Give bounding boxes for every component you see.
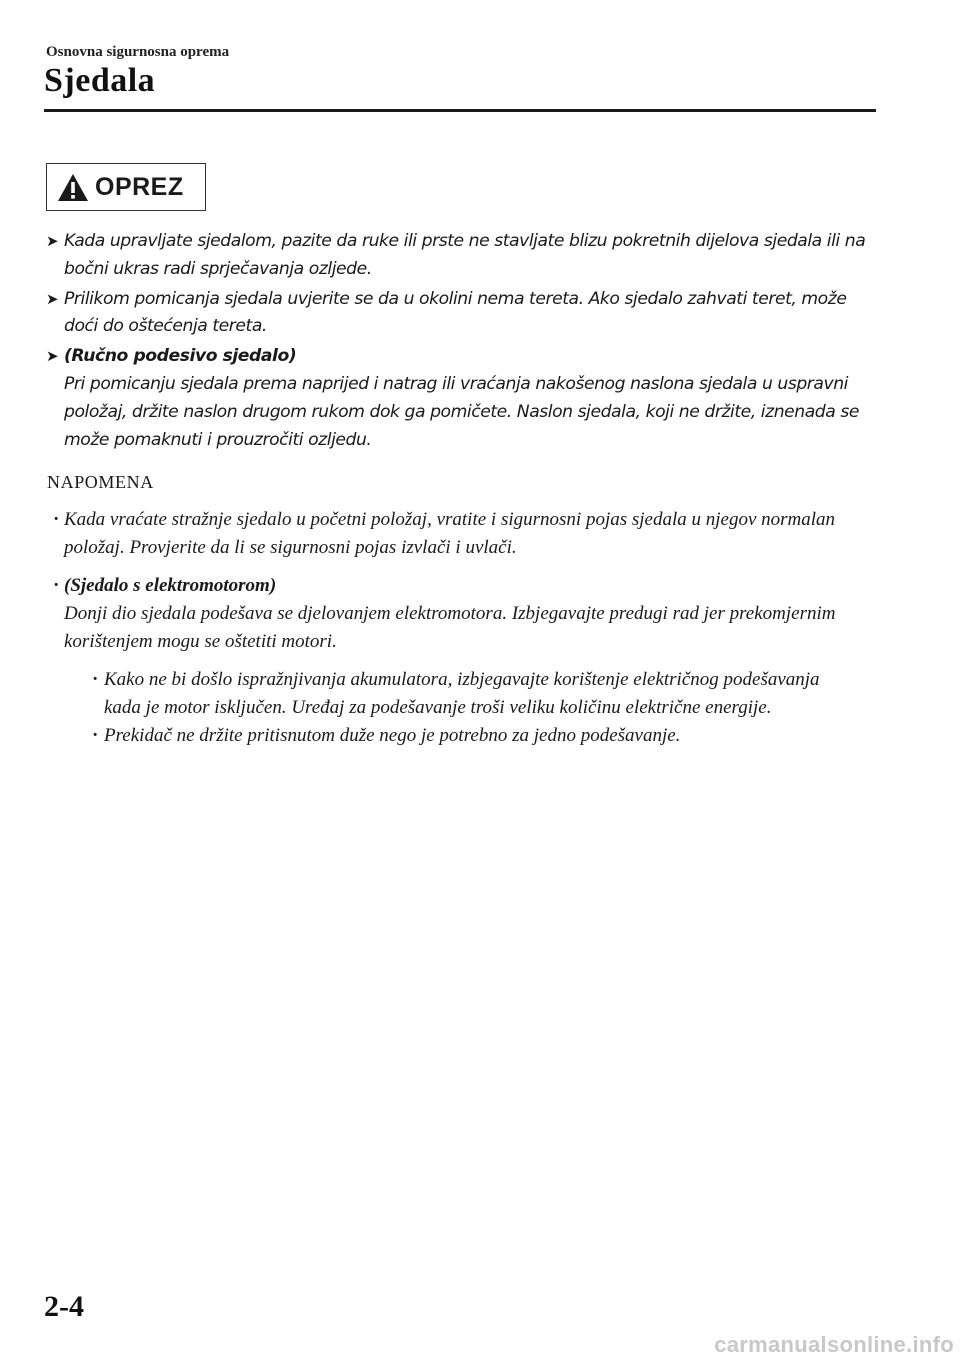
- dot-bullet-icon: ·: [53, 575, 60, 596]
- caution-label: OPREZ: [95, 172, 184, 201]
- caution-item-text: Kada upravljate sjedalom, pazite da ruke ili prste ne stavljate blizu pokretnih dijelova sjedala ili na bočni ukras radi sprječavanja ozljede.: [64, 231, 866, 279]
- arrow-bullet-icon: ➤: [46, 347, 59, 366]
- caution-list: [46, 228, 876, 456]
- note-subitems: [64, 666, 846, 750]
- caution-item-text: Pri pomicanju sjedala prema naprijed i natrag ili vraćanja nakošenog naslona sjedala u uspravni položaj, držite naslon drugom rukom dok ga pomičete. Naslon sjedala, koji ne držite, iznenada se može pomaknuti i prouzročiti ozljedu.: [64, 373, 859, 450]
- note-item-text: Kada vraćate stražnje sjedalo u početni položaj, vratite i sigurnosni pojas sjedala u njegov normalan položaj. Provjerite da li se sigurnosni pojas izvlači i uvlači.: [64, 509, 836, 558]
- caution-item: [46, 286, 876, 342]
- dot-bullet-icon: ·: [92, 725, 99, 746]
- note-subitem: [64, 666, 846, 722]
- page-title: Sjedala: [44, 62, 156, 99]
- caution-item: [46, 228, 876, 284]
- note-item-header: (Sjedalo s elektromotorom): [64, 575, 277, 596]
- arrow-bullet-icon: ➤: [46, 232, 59, 250]
- caution-item: [46, 343, 876, 454]
- note-list: [46, 506, 846, 760]
- caution-item-header: (Ručno podesivo sjedalo): [64, 346, 297, 367]
- note-item: [46, 506, 846, 562]
- note-subitem-text: Kako ne bi došlo ispražnjivanja akumulatora, izbjegavajte korištenje električnog podešavanja kada je motor isključen. Uređaj za podešavanje troši veliku količinu električne energije.: [104, 669, 820, 718]
- note-subitem: [64, 722, 846, 750]
- arrow-bullet-icon: ➤: [46, 289, 59, 308]
- section-label: Osnovna sigurnosna oprema: [46, 44, 230, 60]
- note-subitem-text: Prekidač ne držite pritisnutom duže nego je potrebno za jedno podešavanje.: [104, 725, 681, 746]
- dot-bullet-icon: ·: [53, 509, 60, 530]
- note-heading: NAPOMENA: [47, 472, 154, 492]
- caution-item-text: Prilikom pomicanja sjedala uvjerite se da u okolini nema tereta. Ako sjedalo zahvati teret, može doći do oštećenja tereta.: [64, 288, 847, 337]
- watermark: carmanualsonline.info: [714, 1332, 954, 1357]
- warning-triangle-icon: [57, 173, 89, 202]
- page-number: 2-4: [44, 1290, 84, 1323]
- caution-box: [46, 163, 206, 211]
- note-item-text: Donji dio sjedala podešava se djelovanjem elektromotora. Izbjegavajte predugi rad jer prekomjernim korištenjem mogu se oštetiti motori.: [64, 603, 836, 652]
- title-rule: [44, 109, 876, 112]
- dot-bullet-icon: ·: [92, 669, 99, 690]
- note-item: [46, 572, 846, 750]
